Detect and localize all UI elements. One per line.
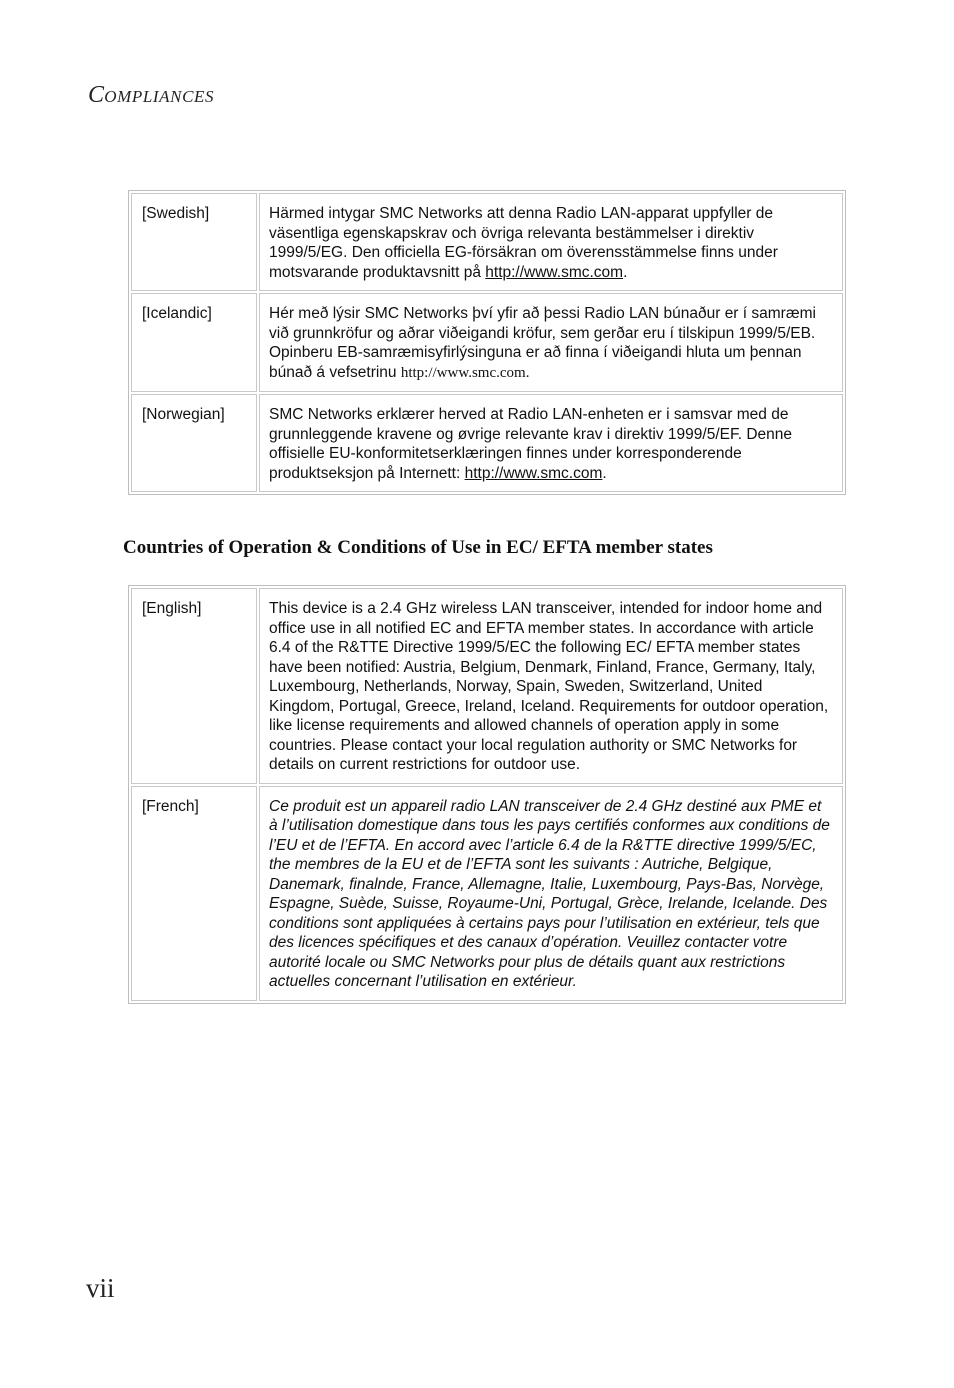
conditions-table (128, 585, 846, 1004)
table-row (131, 394, 843, 492)
declarations-table (128, 190, 846, 495)
language-label: [French] (131, 786, 257, 1001)
language-label: [Swedish] (131, 193, 257, 291)
section-heading: Countries of Operation & Conditions of Use in EC/ EFTA member states (123, 537, 713, 558)
running-head-initial: C (88, 82, 105, 108)
declaration-end: . (525, 364, 530, 381)
language-label: [Norwegian] (131, 394, 257, 492)
running-head (88, 82, 214, 109)
language-label: [English] (131, 588, 257, 784)
declaration-end: . (602, 464, 607, 482)
language-label: [Icelandic] (131, 293, 257, 392)
smc-link[interactable]: http://www.smc.com (400, 364, 526, 381)
declaration-text (259, 293, 843, 392)
smc-link[interactable]: http://www.smc.com (464, 464, 603, 482)
table-row (131, 588, 843, 784)
declaration-text (259, 193, 843, 291)
conditions-text: Ce produit est un appareil radio LAN transceiver de 2.4 GHz destiné aux PME et à l’utilisation domestique dans tous les pays certifiés conformes aux conditions de l’EU et de l’EFTA. En accord avec l’article 6.4 de la R&TTE directive 1999/5/EC, the membres de la EU et de l’EFTA sont les suivants : Autriche, Belgique, Danemark, finalnde, France, Allemagne, Italie, Luxembourg, Pays-Bas, Norvège, Espagne, Suède, Suisse, Royaume-Uni, Portugal, Grèce, Irelande, Icelande. Des conditions sont appliquées à certains pays pour l’utilisation en extérieur, tels que des licences spécifiques et des canaux d’opération. Veuillez contacter votre autorité locale ou SMC Networks pour plus de détails quant aux restrictions actuelles concernant l’utilisation en extérieur. (259, 786, 843, 1001)
declaration-end: . (623, 263, 628, 281)
declaration-body: Hér með lýsir SMC Networks því yfir að þessi Radio LAN búnaður er í samræmi við grunnkröfur og aðrar viðeigandi kröfur, sem gerðar eru í tilskipun 1999/5/EB. Opinberu EB-samræmisyfirlýsinguna er að finna í viðeigandi hluta um þennan búnað á vefsetrinu (269, 305, 816, 381)
page-number: vii (86, 1273, 115, 1303)
table-row (131, 786, 843, 1001)
declaration-body: SMC Networks erklærer herved at Radio LAN-enheten er i samsvar med de grunnleggende kravene og øvrige relevante krav i direktiv 1999/5/EF. Denne offisielle EU-konformitetserklæringen finnes under korresponderende produktseksjon på Internett: (269, 406, 793, 482)
declaration-text (259, 394, 843, 492)
conditions-text: This device is a 2.4 GHz wireless LAN transceiver, intended for indoor home and office use in all notified EC and EFTA member states. In accordance with article 6.4 of the R&TTE Directive 1999/5/EC the following EC/ EFTA member states have been notified: Austria, Belgium, Denmark, Finland, France, Germany, Italy, Luxembourg, Netherlands, Norway, Spain, Sweden, Switzerland, United Kingdom, Portugal, Greece, Ireland, Iceland. Requirements for outdoor operation, like license requirements and allowed channels of operation apply in some countries. Please contact your local regulation authority or SMC Networks for details on current restrictions for outdoor use. (259, 588, 843, 784)
table-row (131, 193, 843, 291)
table-row (131, 293, 843, 392)
running-head-rest: OMPLIANCES (104, 87, 215, 106)
declaration-body: Härmed intygar SMC Networks att denna Radio LAN-apparat uppfyller de väsentliga egenskapskrav och övriga relevanta bestämmelser i direktiv 1999/5/EG. Den officiella EG-försäkran om överensstämmelse finns under motsvarande produktavsnitt på (269, 205, 778, 281)
smc-link[interactable]: http://www.smc.com (485, 263, 624, 281)
